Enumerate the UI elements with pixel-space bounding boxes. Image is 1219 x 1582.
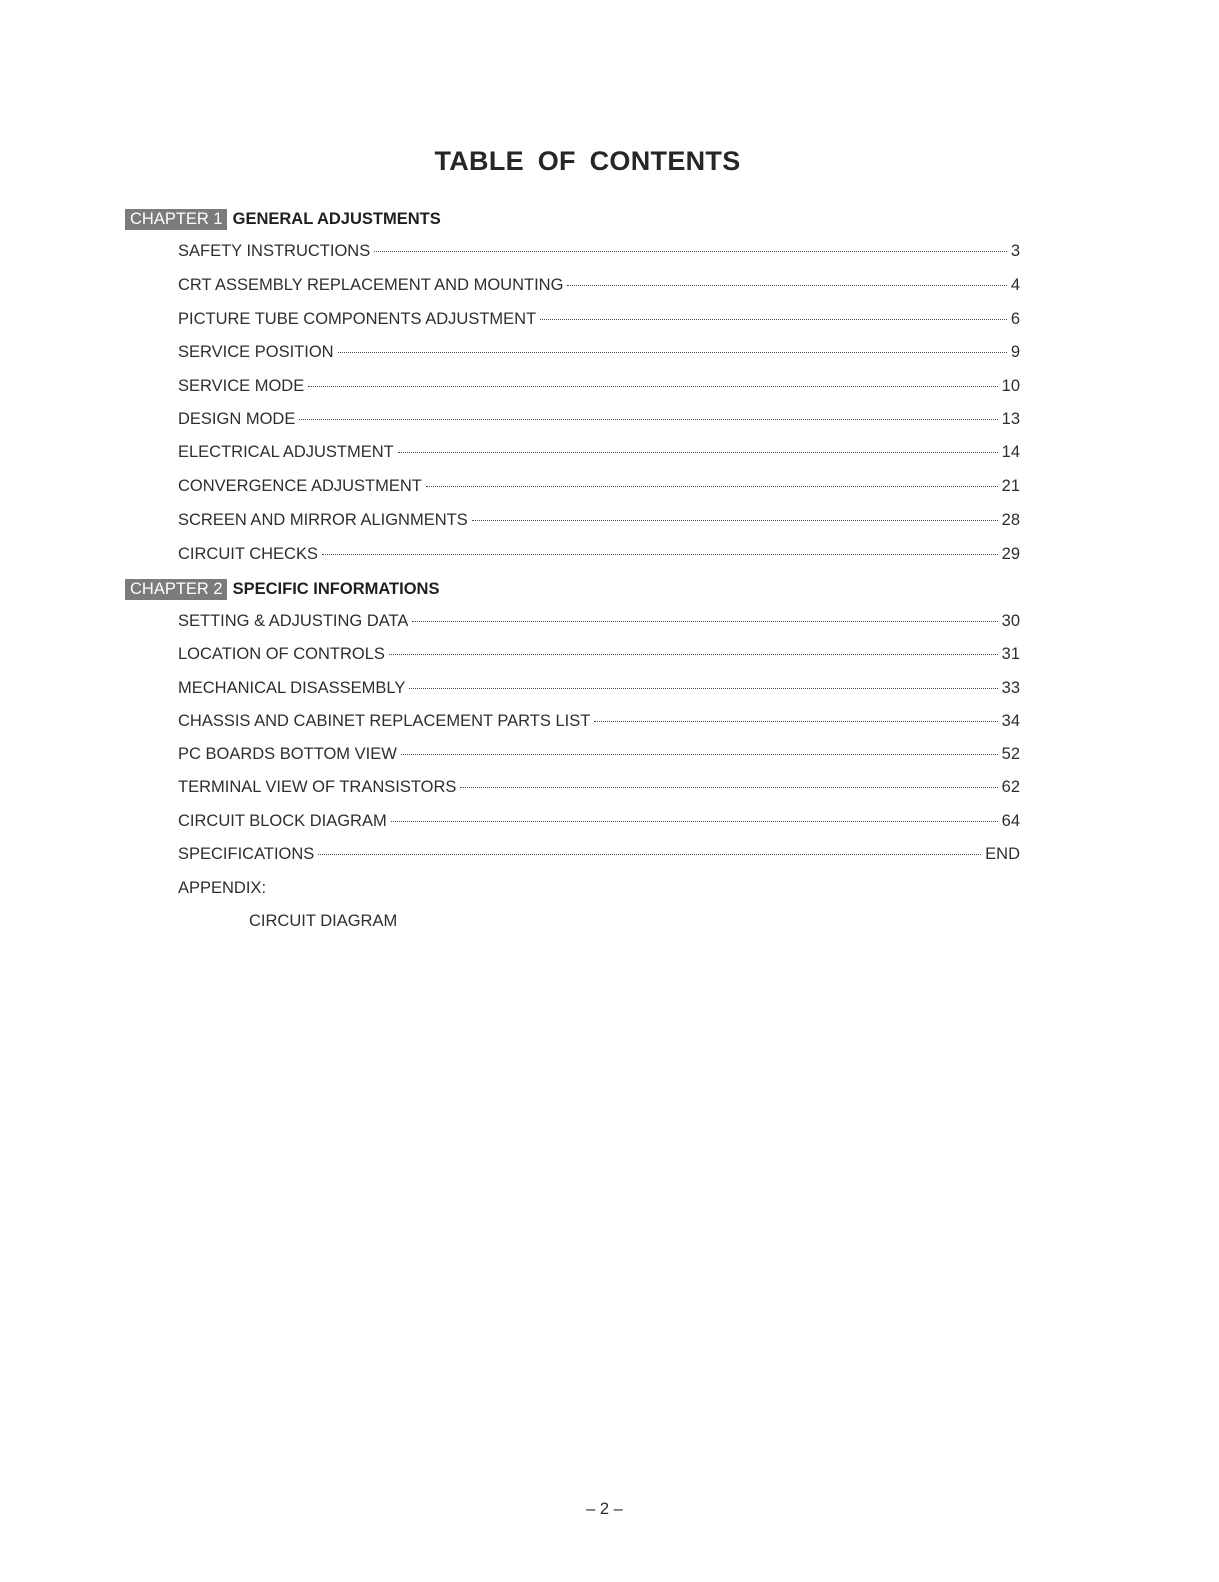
toc-entry-label: PC BOARDS BOTTOM VIEW (178, 745, 397, 763)
dot-leader (409, 688, 997, 689)
toc-entry-page: 28 (1001, 511, 1020, 529)
toc-entry-page: 30 (1001, 612, 1020, 630)
toc-entry[interactable] (178, 645, 1020, 667)
toc-entry[interactable] (178, 443, 1020, 465)
dot-leader (426, 486, 998, 487)
toc-entry[interactable] (178, 310, 1020, 332)
dot-leader (318, 854, 981, 855)
dot-leader (401, 754, 998, 755)
toc-entry-page: 21 (1001, 477, 1020, 495)
dot-leader (338, 352, 1007, 353)
dot-leader (594, 721, 997, 722)
toc-entry[interactable] (178, 712, 1020, 734)
toc-entry-page: 3 (1010, 242, 1020, 260)
toc-entry-label: SERVICE POSITION (178, 343, 334, 361)
toc-entry[interactable] (178, 477, 1020, 499)
toc-entry-page: 9 (1010, 343, 1020, 361)
toc-entry-label: ELECTRICAL ADJUSTMENT (178, 443, 394, 461)
toc-entry-label: SPECIFICATIONS (178, 845, 315, 863)
dot-leader (398, 452, 998, 453)
toc-entry[interactable] (178, 745, 1020, 767)
dot-leader (540, 319, 1007, 320)
dot-leader (460, 787, 997, 788)
toc-entry-page: 4 (1010, 276, 1020, 294)
toc-entry[interactable] (178, 679, 1020, 701)
toc-entry[interactable] (178, 276, 1020, 298)
dot-leader (391, 821, 998, 822)
chapter-2-header (125, 578, 439, 600)
toc-entry[interactable] (178, 778, 1020, 800)
toc-entry-page: 6 (1010, 310, 1020, 328)
toc-entry-label: SAFETY INSTRUCTIONS (178, 242, 371, 260)
toc-entry[interactable] (178, 511, 1020, 533)
toc-entry[interactable] (178, 242, 1020, 264)
dot-leader (412, 621, 997, 622)
toc-entry-page: 34 (1001, 712, 1020, 730)
page-number: – 2 – (586, 1500, 623, 1518)
dot-leader (299, 419, 997, 420)
toc-entry[interactable] (178, 377, 1020, 399)
toc-entry-page: 52 (1001, 745, 1020, 763)
toc-entry[interactable] (178, 812, 1020, 834)
appendix-label: APPENDIX: (178, 879, 267, 897)
dot-leader (567, 285, 1006, 286)
toc-entry-label: LOCATION OF CONTROLS (178, 645, 385, 663)
toc-entry-page: 14 (1001, 443, 1020, 461)
chapter-tag: CHAPTER 1 (125, 209, 227, 230)
toc-entry[interactable] (178, 343, 1020, 365)
toc-entry-label: CHASSIS AND CABINET REPLACEMENT PARTS LIST (178, 712, 591, 730)
dot-leader (322, 554, 998, 555)
chapter-heading: SPECIFIC INFORMATIONS (232, 579, 440, 598)
toc-entry[interactable] (178, 845, 1020, 867)
toc-entry-label: SCREEN AND MIRROR ALIGNMENTS (178, 511, 468, 529)
toc-entry[interactable] (178, 410, 1020, 432)
toc-entry-page: 31 (1001, 645, 1020, 663)
dot-leader (374, 251, 1007, 252)
toc-entry-page: 33 (1001, 679, 1020, 697)
toc-entry-label: CIRCUIT BLOCK DIAGRAM (178, 812, 387, 830)
toc-entry-page: 29 (1001, 545, 1020, 563)
toc-entry-page: END (985, 845, 1020, 863)
toc-entry-page: 62 (1001, 778, 1020, 796)
toc-entry-label: DESIGN MODE (178, 410, 296, 428)
dot-leader (472, 520, 998, 521)
page-title: TABLE OF CONTENTS (434, 146, 741, 176)
chapter-tag: CHAPTER 2 (125, 579, 227, 600)
dot-leader (389, 654, 998, 655)
dot-leader (308, 386, 997, 387)
toc-entry-label: SETTING & ADJUSTING DATA (178, 612, 409, 630)
appendix-item[interactable]: CIRCUIT DIAGRAM (249, 912, 398, 930)
toc-entry-label: SERVICE MODE (178, 377, 305, 395)
toc-entry-page: 64 (1001, 812, 1020, 830)
toc-entry-label: CRT ASSEMBLY REPLACEMENT AND MOUNTING (178, 276, 564, 294)
toc-entry-label: TERMINAL VIEW OF TRANSISTORS (178, 778, 457, 796)
chapter-heading: GENERAL ADJUSTMENTS (232, 209, 441, 228)
toc-entry[interactable] (178, 545, 1020, 567)
toc-entry[interactable] (178, 612, 1020, 634)
toc-entry-page: 10 (1001, 377, 1020, 395)
chapter-1-header (125, 208, 441, 230)
toc-entry-label: CIRCUIT CHECKS (178, 545, 318, 563)
toc-entry-page: 13 (1001, 410, 1020, 428)
toc-entry-label: CONVERGENCE ADJUSTMENT (178, 477, 422, 495)
toc-entry-label: PICTURE TUBE COMPONENTS ADJUSTMENT (178, 310, 537, 328)
toc-entry-label: MECHANICAL DISASSEMBLY (178, 679, 406, 697)
